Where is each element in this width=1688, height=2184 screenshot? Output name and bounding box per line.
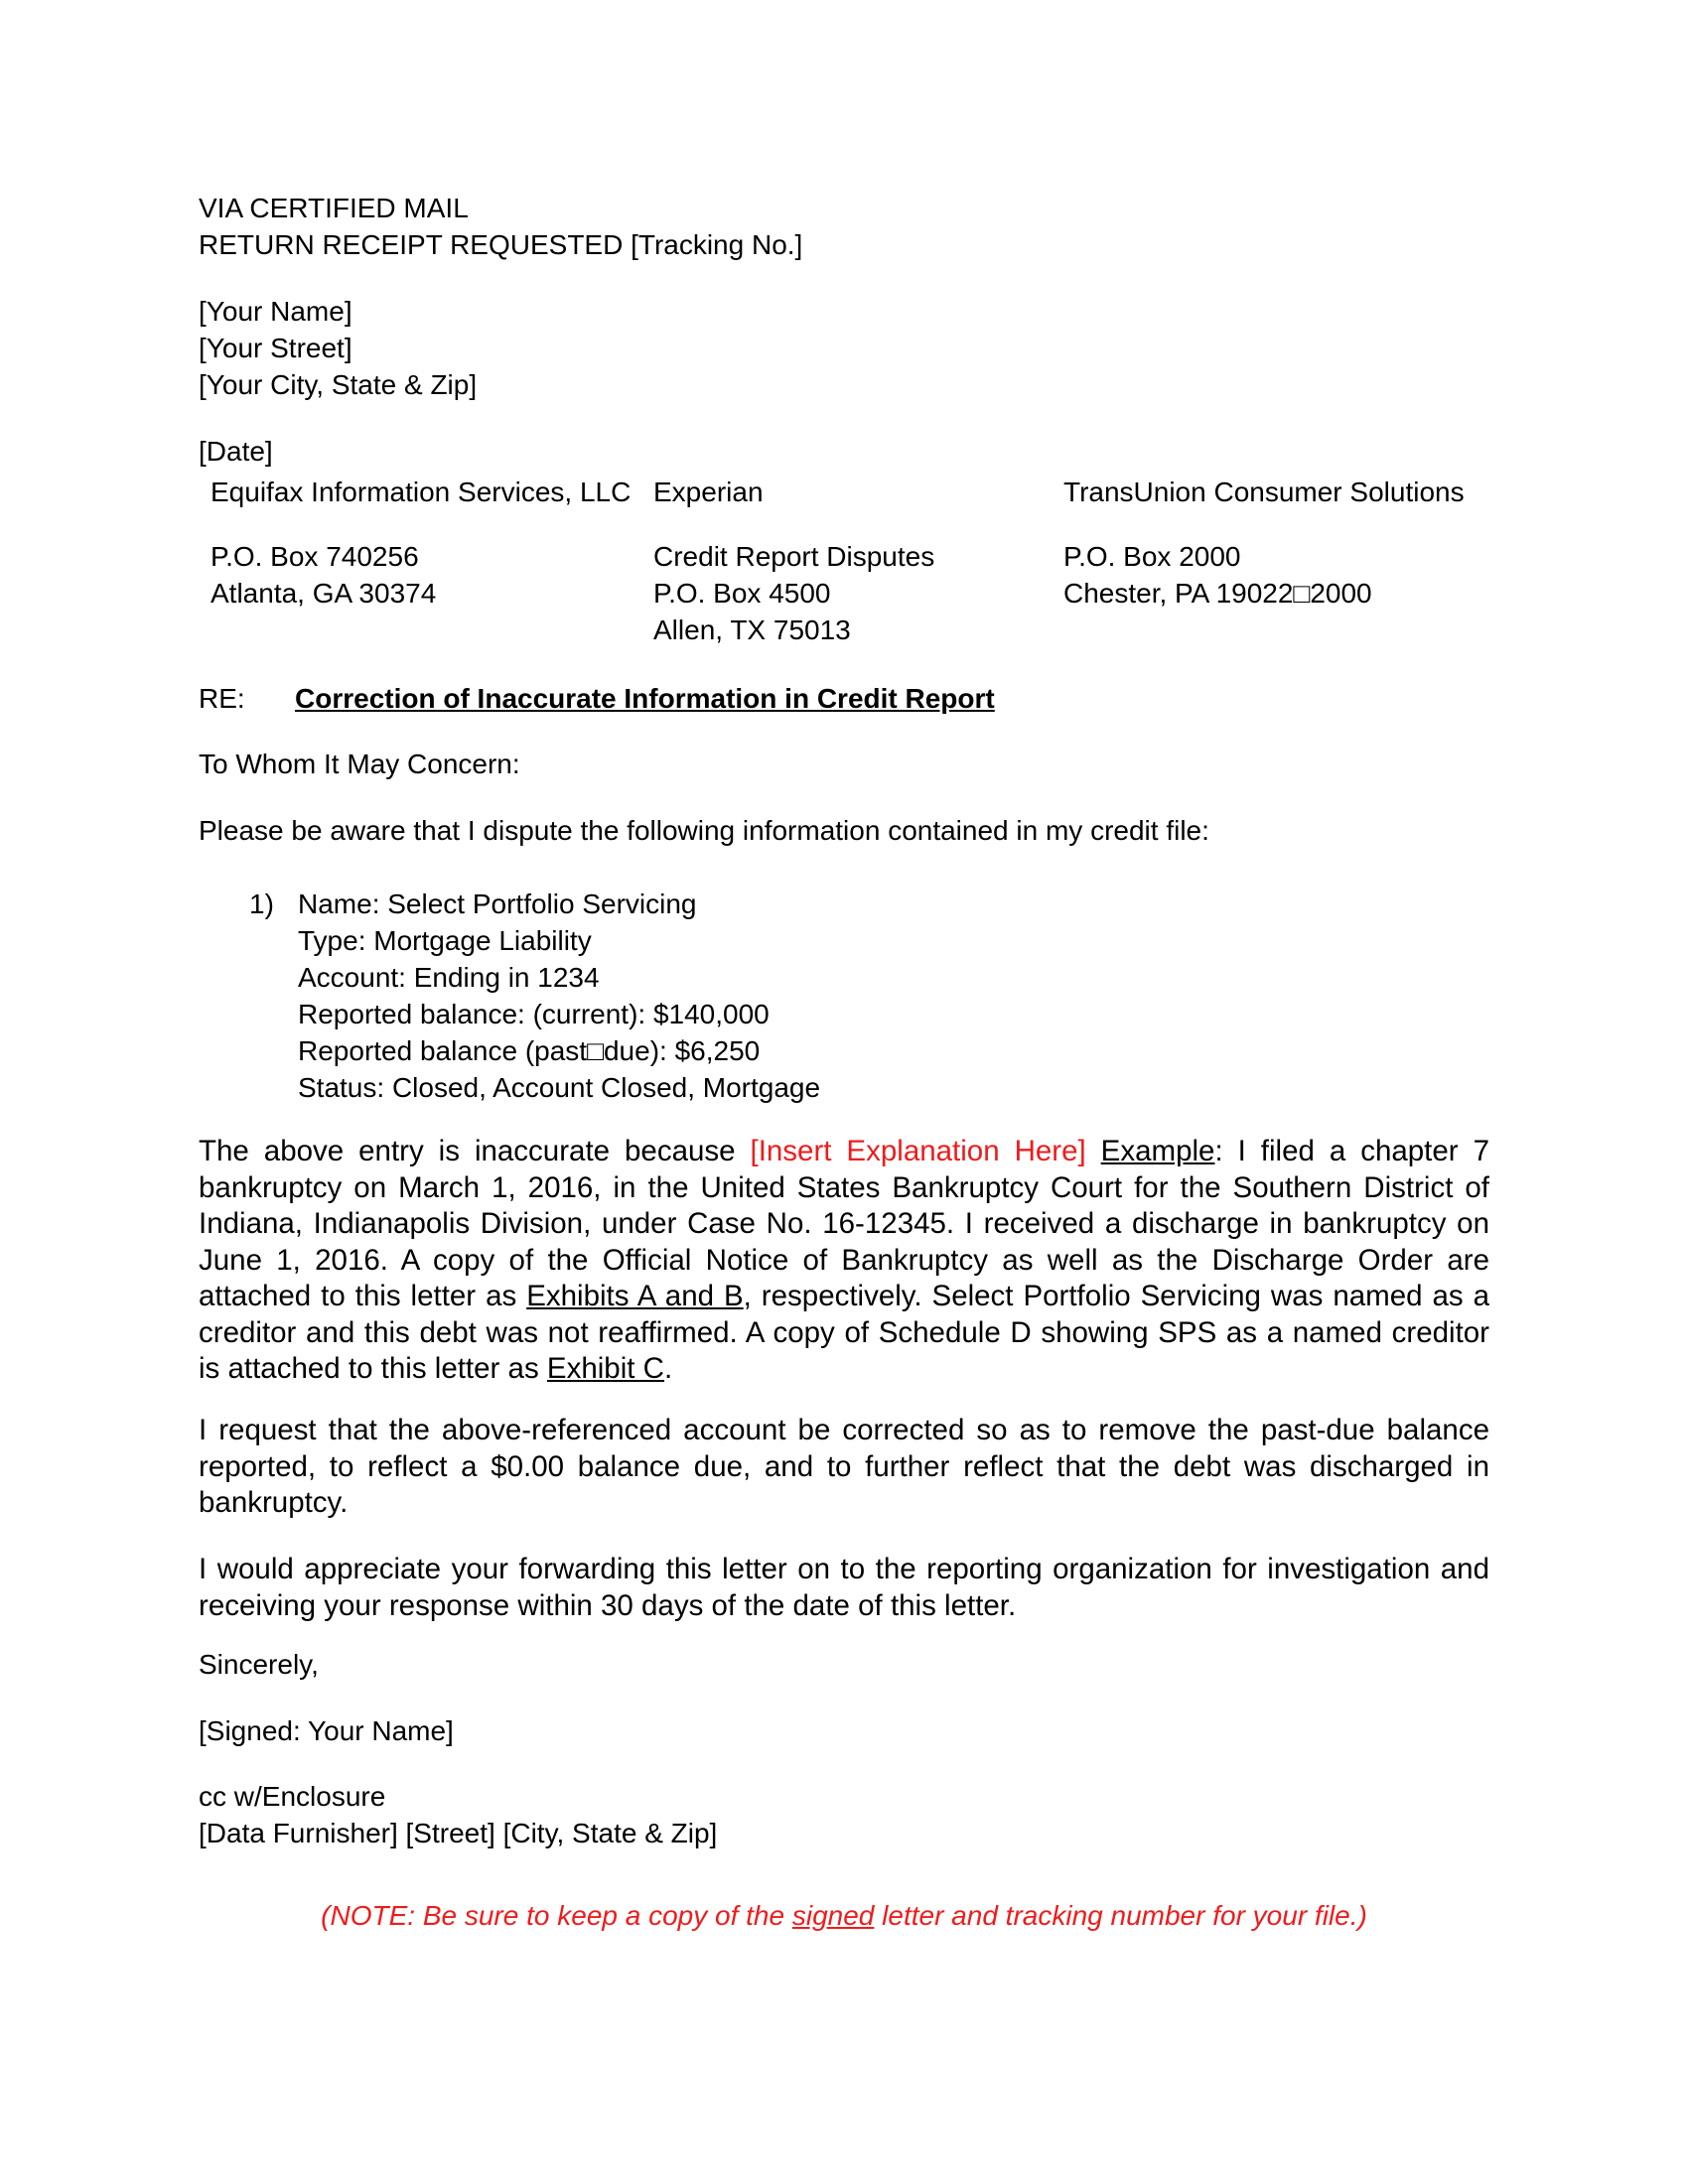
cc-recipient: [Data Furnisher] [Street] [City, State & Zip]: [199, 1818, 718, 1848]
item-type: Type: Mortgage Liability: [298, 925, 592, 956]
closing: Sincerely,: [199, 1649, 319, 1680]
intro-paragraph: Please be aware that I dispute the following information contained in my credit file:: [199, 815, 1209, 846]
recipient-line: P.O. Box 4500: [653, 578, 831, 609]
explanation-lead: The above entry is inaccurate because: [199, 1135, 751, 1167]
letter-date: [Date]: [199, 436, 273, 467]
explanation-part1: : I filed a chapter 7 bankruptcy on March 1, 2016, in the United States Bankruptcy Court for the Southern District of Indiana, Indianapolis Division, under Case No. 16-12345. I received a discharge in bankruptcy on June 1, 2016. A copy of the Official Notice of Bankruptcy as well as the Discharge Order are attached to this letter as: [199, 1135, 1489, 1312]
recipient-line: Experian: [653, 477, 764, 507]
note: [0, 1897, 1688, 1934]
item-status: Status: Closed, Account Closed, Mortgage: [298, 1072, 821, 1103]
recipient-line: Allen, TX 75013: [653, 614, 851, 645]
explanation-placeholder: [Insert Explanation Here]: [750, 1135, 1086, 1167]
appreciate-paragraph: I would appreciate your forwarding this letter on to the reporting organization for investigation and receiving your response within 30 days of the date of this letter.: [199, 1553, 1489, 1622]
via-certified-mail: VIA CERTIFIED MAIL: [199, 193, 469, 223]
re-label: RE:: [199, 683, 245, 714]
recipient-transunion: [1063, 474, 1465, 612]
recipient-line: Equifax Information Services, LLC: [211, 477, 632, 507]
item-balance-past-due: Reported balance (past□due): $6,250: [298, 1035, 761, 1066]
dispute-item: [249, 886, 821, 1106]
item-name: Name: Select Portfolio Servicing: [298, 888, 697, 919]
item-number: 1): [249, 888, 274, 919]
recipient-equifax: [211, 474, 631, 612]
cc-block: [199, 1778, 1489, 1851]
item-balance-current: Reported balance: (current): $140,000: [298, 999, 770, 1029]
re-subject: Correction of Inaccurate Information in Credit Report: [295, 683, 995, 714]
salutation: To Whom It May Concern:: [199, 749, 520, 779]
return-receipt-line: RETURN RECEIPT REQUESTED [Tracking No.]: [199, 229, 803, 260]
note-after: letter and tracking number for your file.): [874, 1900, 1367, 1931]
signature: [Signed: Your Name]: [199, 1715, 454, 1746]
note-before: (NOTE: Be sure to keep a copy of the: [321, 1900, 792, 1931]
explanation-end: .: [663, 1352, 673, 1385]
sender-street: [Your Street]: [199, 333, 352, 363]
recipient-line: Credit Report Disputes: [653, 541, 935, 572]
recipient-line: P.O. Box 2000: [1063, 541, 1241, 572]
recipient-experian: [653, 474, 934, 648]
exhibit-c: Exhibit C: [546, 1352, 664, 1385]
sender-name: [Your Name]: [199, 296, 352, 327]
item-account: Account: Ending in 1234: [298, 962, 600, 993]
cc-line: cc w/Enclosure: [199, 1781, 386, 1812]
sender-address: [199, 293, 1489, 403]
note-emph: signed: [791, 1900, 875, 1931]
explanation-part2: , respectively. Select Portfolio Servicing was named as a creditor and this debt was not reaffirmed. A copy of Schedule D showing SPS as a named creditor is attached to this letter as: [199, 1280, 1489, 1385]
recipient-line: Atlanta, GA 30374: [211, 578, 437, 609]
recipient-line: P.O. Box 740256: [211, 541, 419, 572]
exhibits-a-b: Exhibits A and B: [526, 1280, 744, 1312]
recipient-line: TransUnion Consumer Solutions: [1063, 477, 1465, 507]
explanation-paragraph: [199, 1134, 1489, 1388]
sender-city: [Your City, State & Zip]: [199, 369, 478, 400]
mailing-header: [199, 190, 1489, 263]
example-label: Example: [1100, 1135, 1215, 1167]
recipient-line: Chester, PA 19022□2000: [1063, 578, 1372, 609]
request-paragraph: I request that the above-referenced account be corrected so as to remove the past-due balance reported, to reflect a $0.00 balance due, and to further reflect that the debt was discharged in bankruptcy.: [199, 1414, 1489, 1519]
